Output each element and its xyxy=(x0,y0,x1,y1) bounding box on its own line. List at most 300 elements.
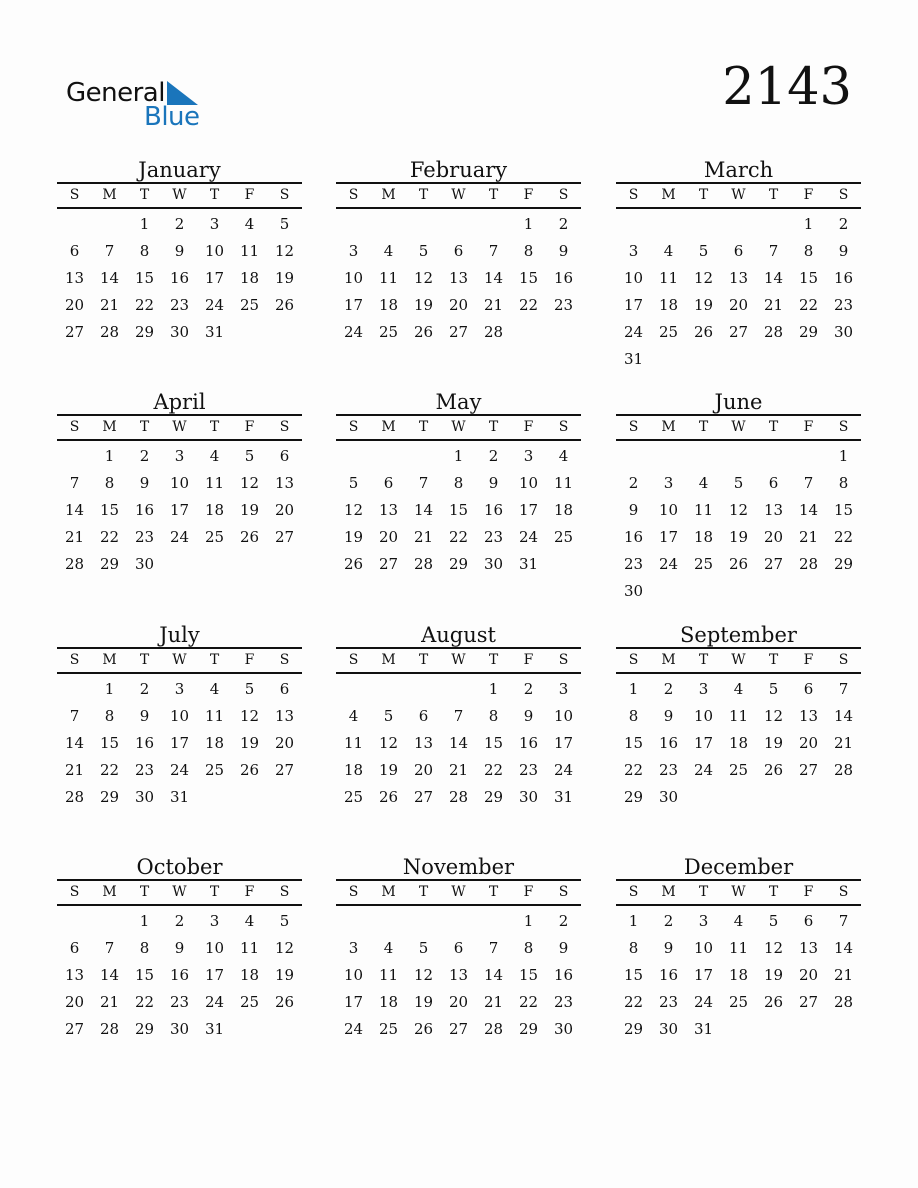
day-cell: 19 xyxy=(274,966,295,984)
header-rule-bottom xyxy=(57,207,302,209)
day-cell: 3 xyxy=(698,912,709,930)
day-cell: 9 xyxy=(488,474,499,492)
day-cell: 20 xyxy=(798,734,819,752)
day-cell-empty xyxy=(406,908,441,935)
header-rule-bottom xyxy=(336,672,581,674)
weekday-header-row xyxy=(616,881,861,903)
day-cell-empty xyxy=(441,908,476,935)
day-grid xyxy=(57,211,302,346)
day-cell: 15 xyxy=(623,734,644,752)
day-cell: 12 xyxy=(763,939,784,957)
day-cell: 10 xyxy=(204,242,225,260)
day-cell: 5 xyxy=(279,912,290,930)
weekday-header-row xyxy=(57,416,302,438)
day-cell: 18 xyxy=(343,761,364,779)
day-cell: 3 xyxy=(628,242,639,260)
day-cell: 15 xyxy=(99,734,120,752)
day-cell: 9 xyxy=(663,939,674,957)
day-cell: 12 xyxy=(274,242,295,260)
day-cell: 26 xyxy=(693,323,714,341)
day-cell: 21 xyxy=(448,761,469,779)
weekday-label: S xyxy=(348,652,359,668)
weekday-label: F xyxy=(523,884,534,900)
day-cell: 2 xyxy=(628,474,639,492)
day-cell: 8 xyxy=(104,707,115,725)
day-cell: 20 xyxy=(413,761,434,779)
day-cell: 19 xyxy=(343,528,364,546)
day-cell: 27 xyxy=(448,323,469,341)
day-cell: 8 xyxy=(453,474,464,492)
weekday-label: S xyxy=(628,187,639,203)
header-rule-bottom xyxy=(616,904,861,906)
weekday-label: F xyxy=(523,652,534,668)
weekday-label: S xyxy=(558,419,569,435)
day-cell: 31 xyxy=(518,555,539,573)
month-june xyxy=(616,389,861,601)
day-cell: 19 xyxy=(378,761,399,779)
day-cell: 6 xyxy=(69,242,80,260)
day-cell: 3 xyxy=(348,939,359,957)
day-cell-empty xyxy=(371,443,406,470)
month-name: January xyxy=(138,158,221,182)
day-cell: 29 xyxy=(448,555,469,573)
day-cell: 31 xyxy=(204,323,225,341)
day-cell: 22 xyxy=(518,993,539,1011)
header-rule-bottom xyxy=(336,904,581,906)
weekday-label: S xyxy=(628,419,639,435)
day-cell: 16 xyxy=(483,501,504,519)
month-december xyxy=(616,854,861,1066)
day-cell: 7 xyxy=(69,707,80,725)
day-cell-empty xyxy=(57,908,92,935)
day-cell: 20 xyxy=(274,501,295,519)
day-cell: 23 xyxy=(483,528,504,546)
day-cell: 26 xyxy=(763,761,784,779)
day-cell: 23 xyxy=(169,296,190,314)
day-cell: 9 xyxy=(838,242,849,260)
weekday-label: T xyxy=(418,884,429,900)
day-cell: 18 xyxy=(553,501,574,519)
day-cell: 7 xyxy=(69,474,80,492)
day-cell: 4 xyxy=(663,242,674,260)
day-cell: 7 xyxy=(104,242,115,260)
day-cell: 3 xyxy=(663,474,674,492)
day-cell-empty xyxy=(92,211,127,238)
month-name: November xyxy=(402,855,515,879)
day-cell: 20 xyxy=(64,993,85,1011)
day-cell: 17 xyxy=(658,528,679,546)
day-cell-empty xyxy=(92,908,127,935)
day-cell: 21 xyxy=(483,296,504,314)
day-cell: 11 xyxy=(553,474,574,492)
day-cell: 4 xyxy=(698,474,709,492)
day-cell: 29 xyxy=(483,788,504,806)
day-cell: 6 xyxy=(418,707,429,725)
day-cell: 23 xyxy=(134,528,155,546)
day-cell: 10 xyxy=(553,707,574,725)
weekday-label: T xyxy=(768,652,779,668)
day-cell: 13 xyxy=(64,966,85,984)
day-cell: 11 xyxy=(239,242,260,260)
day-cell: 22 xyxy=(99,528,120,546)
day-cell: 28 xyxy=(413,555,434,573)
day-cell: 28 xyxy=(833,761,854,779)
day-cell: 23 xyxy=(553,296,574,314)
day-cell: 1 xyxy=(628,912,639,930)
day-cell: 23 xyxy=(658,761,679,779)
day-cell: 18 xyxy=(204,734,225,752)
day-cell: 27 xyxy=(448,1020,469,1038)
day-cell: 29 xyxy=(623,1020,644,1038)
day-cell: 13 xyxy=(798,939,819,957)
day-cell: 2 xyxy=(558,215,569,233)
day-cell-empty xyxy=(721,211,756,238)
month-october xyxy=(57,854,302,1066)
day-cell: 9 xyxy=(139,707,150,725)
weekday-label: T xyxy=(209,187,220,203)
day-cell: 14 xyxy=(833,707,854,725)
day-cell: 24 xyxy=(553,761,574,779)
day-cell: 19 xyxy=(413,993,434,1011)
day-cell: 18 xyxy=(378,993,399,1011)
day-cell: 26 xyxy=(378,788,399,806)
day-cell-empty xyxy=(616,443,651,470)
day-cell-empty xyxy=(756,211,791,238)
day-cell: 12 xyxy=(239,707,260,725)
weekday-label: M xyxy=(381,652,396,668)
day-cell: 20 xyxy=(274,734,295,752)
day-cell: 16 xyxy=(134,501,155,519)
day-cell: 15 xyxy=(99,501,120,519)
weekday-label: W xyxy=(451,187,466,203)
day-cell: 5 xyxy=(768,680,779,698)
day-cell: 17 xyxy=(343,296,364,314)
day-cell: 5 xyxy=(383,707,394,725)
weekday-label: T xyxy=(139,652,150,668)
day-cell: 18 xyxy=(378,296,399,314)
day-cell: 3 xyxy=(698,680,709,698)
day-grid xyxy=(616,676,861,811)
day-cell: 13 xyxy=(378,501,399,519)
day-cell: 2 xyxy=(139,680,150,698)
weekday-label: F xyxy=(803,419,814,435)
day-cell-empty xyxy=(336,443,371,470)
day-cell: 24 xyxy=(204,993,225,1011)
day-cell: 18 xyxy=(693,528,714,546)
day-cell: 10 xyxy=(518,474,539,492)
day-cell: 17 xyxy=(204,966,225,984)
day-cell: 30 xyxy=(483,555,504,573)
day-cell: 21 xyxy=(833,734,854,752)
weekday-label: W xyxy=(172,652,187,668)
day-cell: 13 xyxy=(274,707,295,725)
weekday-label: S xyxy=(348,419,359,435)
day-cell: 2 xyxy=(139,447,150,465)
weekday-label: F xyxy=(803,187,814,203)
weekday-label: S xyxy=(279,652,290,668)
day-cell: 3 xyxy=(209,215,220,233)
header-rule-bottom xyxy=(57,672,302,674)
day-cell: 25 xyxy=(239,993,260,1011)
day-cell: 21 xyxy=(413,528,434,546)
day-cell: 17 xyxy=(204,269,225,287)
month-name: June xyxy=(714,390,763,414)
day-cell: 24 xyxy=(169,528,190,546)
day-cell: 15 xyxy=(518,269,539,287)
day-cell-empty xyxy=(756,443,791,470)
day-cell: 9 xyxy=(174,939,185,957)
day-cell: 25 xyxy=(693,555,714,573)
day-cell: 19 xyxy=(728,528,749,546)
day-cell: 28 xyxy=(99,1020,120,1038)
day-cell: 21 xyxy=(798,528,819,546)
day-grid xyxy=(57,676,302,811)
day-cell: 22 xyxy=(134,296,155,314)
day-cell: 8 xyxy=(139,939,150,957)
weekday-label: M xyxy=(102,884,117,900)
day-cell: 24 xyxy=(343,1020,364,1038)
weekday-label: W xyxy=(731,419,746,435)
day-cell: 20 xyxy=(64,296,85,314)
day-cell: 31 xyxy=(204,1020,225,1038)
day-cell: 8 xyxy=(523,242,534,260)
weekday-label: W xyxy=(451,884,466,900)
day-cell: 15 xyxy=(833,501,854,519)
day-cell: 1 xyxy=(139,912,150,930)
day-cell: 4 xyxy=(383,242,394,260)
weekday-label: M xyxy=(102,187,117,203)
day-cell: 18 xyxy=(728,734,749,752)
day-cell: 17 xyxy=(693,966,714,984)
day-cell: 16 xyxy=(518,734,539,752)
day-cell: 23 xyxy=(518,761,539,779)
day-cell: 2 xyxy=(488,447,499,465)
day-cell: 22 xyxy=(518,296,539,314)
day-cell: 16 xyxy=(169,269,190,287)
day-cell: 16 xyxy=(553,966,574,984)
weekday-label: M xyxy=(661,884,676,900)
day-cell: 24 xyxy=(693,761,714,779)
day-cell-empty xyxy=(791,443,826,470)
weekday-label: M xyxy=(381,187,396,203)
weekday-label: T xyxy=(698,652,709,668)
day-cell: 12 xyxy=(728,501,749,519)
day-cell: 7 xyxy=(418,474,429,492)
weekday-label: F xyxy=(523,419,534,435)
day-cell: 5 xyxy=(418,939,429,957)
day-cell: 21 xyxy=(99,993,120,1011)
day-cell: 4 xyxy=(558,447,569,465)
weekday-label: T xyxy=(768,419,779,435)
day-cell: 26 xyxy=(763,993,784,1011)
day-cell: 30 xyxy=(658,788,679,806)
day-cell: 23 xyxy=(169,993,190,1011)
day-cell: 23 xyxy=(833,296,854,314)
day-cell: 1 xyxy=(104,447,115,465)
month-august xyxy=(336,622,581,834)
day-cell: 10 xyxy=(343,966,364,984)
day-cell: 13 xyxy=(64,269,85,287)
weekday-header-row xyxy=(336,881,581,903)
day-cell-empty xyxy=(476,908,511,935)
header-rule-bottom xyxy=(57,904,302,906)
day-cell: 28 xyxy=(833,993,854,1011)
day-cell: 5 xyxy=(348,474,359,492)
day-cell-empty xyxy=(686,211,721,238)
day-cell: 11 xyxy=(204,707,225,725)
day-cell: 10 xyxy=(693,939,714,957)
weekday-label: W xyxy=(451,419,466,435)
day-cell: 10 xyxy=(623,269,644,287)
day-cell: 17 xyxy=(623,296,644,314)
day-cell: 8 xyxy=(803,242,814,260)
weekday-label: T xyxy=(418,652,429,668)
weekday-header-row xyxy=(616,184,861,206)
weekday-label: W xyxy=(172,187,187,203)
weekday-header-row xyxy=(336,416,581,438)
day-cell: 8 xyxy=(139,242,150,260)
day-cell: 20 xyxy=(798,966,819,984)
weekday-label: S xyxy=(558,884,569,900)
weekday-label: F xyxy=(803,884,814,900)
day-cell: 24 xyxy=(658,555,679,573)
day-cell: 16 xyxy=(833,269,854,287)
day-cell: 21 xyxy=(64,761,85,779)
day-cell: 26 xyxy=(413,1020,434,1038)
day-cell: 21 xyxy=(763,296,784,314)
month-april xyxy=(57,389,302,601)
header-rule-bottom xyxy=(616,207,861,209)
day-cell: 21 xyxy=(483,993,504,1011)
day-cell: 27 xyxy=(274,761,295,779)
day-cell: 10 xyxy=(658,501,679,519)
weekday-label: T xyxy=(698,187,709,203)
day-cell: 17 xyxy=(518,501,539,519)
day-cell-empty xyxy=(651,211,686,238)
weekday-label: T xyxy=(209,419,220,435)
day-cell: 11 xyxy=(693,501,714,519)
day-cell: 29 xyxy=(518,1020,539,1038)
day-cell: 12 xyxy=(239,474,260,492)
day-cell: 30 xyxy=(833,323,854,341)
weekday-label: T xyxy=(139,419,150,435)
logo-text-blue: Blue xyxy=(144,102,200,132)
weekday-label: F xyxy=(803,652,814,668)
day-cell: 16 xyxy=(658,734,679,752)
day-cell: 9 xyxy=(139,474,150,492)
weekday-label: M xyxy=(102,419,117,435)
month-name: April xyxy=(153,390,206,414)
day-cell: 12 xyxy=(274,939,295,957)
day-cell: 14 xyxy=(99,966,120,984)
day-cell: 26 xyxy=(239,528,260,546)
day-cell: 25 xyxy=(728,761,749,779)
day-cell: 4 xyxy=(209,680,220,698)
day-cell: 4 xyxy=(733,680,744,698)
weekday-label: M xyxy=(661,187,676,203)
day-grid xyxy=(336,676,581,811)
day-cell: 21 xyxy=(99,296,120,314)
day-cell: 11 xyxy=(728,939,749,957)
weekday-label: T xyxy=(418,419,429,435)
day-cell: 8 xyxy=(523,939,534,957)
day-cell: 15 xyxy=(518,966,539,984)
day-cell: 22 xyxy=(623,993,644,1011)
day-cell: 10 xyxy=(204,939,225,957)
weekday-label: T xyxy=(418,187,429,203)
day-cell: 30 xyxy=(169,323,190,341)
weekday-label: S xyxy=(279,419,290,435)
day-cell: 20 xyxy=(448,993,469,1011)
day-cell: 7 xyxy=(453,707,464,725)
day-cell-empty xyxy=(651,443,686,470)
day-grid xyxy=(336,443,581,578)
day-cell: 22 xyxy=(798,296,819,314)
day-cell: 5 xyxy=(698,242,709,260)
day-cell: 14 xyxy=(833,939,854,957)
day-cell: 22 xyxy=(833,528,854,546)
day-cell-empty xyxy=(406,676,441,703)
day-cell: 23 xyxy=(658,993,679,1011)
day-cell: 24 xyxy=(693,993,714,1011)
day-cell: 29 xyxy=(99,788,120,806)
day-cell: 3 xyxy=(348,242,359,260)
day-cell: 24 xyxy=(204,296,225,314)
day-cell: 3 xyxy=(558,680,569,698)
day-cell: 31 xyxy=(169,788,190,806)
weekday-label: S xyxy=(838,652,849,668)
day-cell: 21 xyxy=(64,528,85,546)
day-cell: 14 xyxy=(448,734,469,752)
day-cell: 9 xyxy=(558,242,569,260)
day-cell: 23 xyxy=(623,555,644,573)
day-cell: 17 xyxy=(693,734,714,752)
day-cell: 15 xyxy=(483,734,504,752)
logo-text-general: General xyxy=(66,78,165,108)
day-cell: 14 xyxy=(763,269,784,287)
header-rule-bottom xyxy=(616,672,861,674)
day-cell: 14 xyxy=(483,269,504,287)
day-cell-empty xyxy=(406,443,441,470)
day-cell: 4 xyxy=(244,215,255,233)
day-grid xyxy=(57,443,302,578)
weekday-label: S xyxy=(69,884,80,900)
day-cell-empty xyxy=(57,211,92,238)
day-cell-empty xyxy=(336,676,371,703)
weekday-label: W xyxy=(172,419,187,435)
day-cell: 19 xyxy=(274,269,295,287)
day-cell: 15 xyxy=(448,501,469,519)
day-cell: 9 xyxy=(174,242,185,260)
day-cell: 2 xyxy=(174,215,185,233)
day-cell: 4 xyxy=(733,912,744,930)
day-cell: 30 xyxy=(553,1020,574,1038)
day-cell: 19 xyxy=(239,501,260,519)
day-cell: 25 xyxy=(658,323,679,341)
day-cell: 7 xyxy=(488,939,499,957)
header-rule-bottom xyxy=(336,207,581,209)
day-cell: 7 xyxy=(768,242,779,260)
day-cell: 25 xyxy=(378,323,399,341)
day-cell: 20 xyxy=(448,296,469,314)
day-cell: 9 xyxy=(523,707,534,725)
day-cell: 9 xyxy=(558,939,569,957)
weekday-label: F xyxy=(244,652,255,668)
weekday-label: F xyxy=(523,187,534,203)
day-cell: 8 xyxy=(628,939,639,957)
day-cell-empty xyxy=(441,676,476,703)
day-cell: 20 xyxy=(763,528,784,546)
